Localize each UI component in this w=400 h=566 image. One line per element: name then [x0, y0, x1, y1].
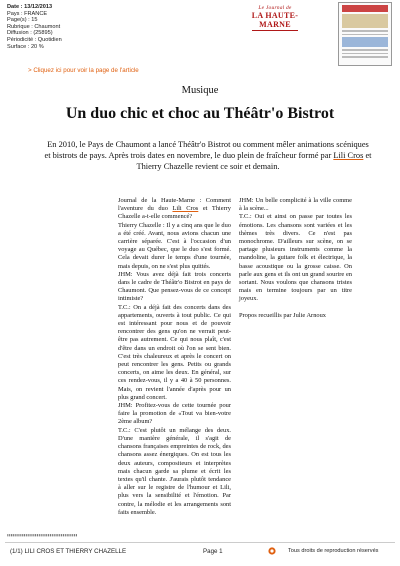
- paragraph: T.C.: C'est plutôt un mélange des deux. D'une manière générale, il s'agit de chansons françaises empreintes de rock, des chansons assez énergiques. On est tous les deux auteurs, compositeurs et interprètes mais chacun garde sa plume et écrit les textes qu'il chante. J'aurais plutôt tendance à aller sur le registre de l'humour et Lili, plus vers la sensibilité et l'émotion. Par contre, la mélodie et les arrangements sont faits ensemble.: [118, 426, 231, 516]
- document-reference-code: ▮▮▮▮▮▮▮▮▮▮▮▮▮▮▮▮▮▮▮▮▮▮▮▮▮▮▮▮▮▮▮▮▮▮▮▮▮▮: [7, 533, 78, 537]
- thumbnail-text-line: [342, 49, 388, 51]
- article-signature: Propos recueillis par Julie Arnoux: [239, 311, 326, 319]
- article-lede: [44, 139, 372, 173]
- paragraph: Thierry Chazelle : Il y a cinq ans que le duo a été créé. Avant, nous avions chacun une carrière séparée. C'est à l'occasion d'un voyage au Québec, que le duo s'est formé. Cela devait durer le temps d'une tournée, mais depuis, on ne s'est plus quittés.: [118, 221, 231, 270]
- paragraph: T.C.: Oui et ainsi on passe par toutes les émotions. Les chansons sont variées et les thèmes très divers. Ce n'est pas monochrome. D'ailleurs sur scène, on se partage plusieurs instruments comme la mandoline, la guitare folk et électrique, la basse acoustique ou la grosse caisse. On parle aux gens et ils ont un grand sourire en sortant. Nous voulons que chansons tristes mais en termine toujours par un titre joyeux.: [239, 213, 352, 303]
- meta-date: Date : 13/12/2013: [7, 4, 53, 10]
- lede-text-start: En 2010, le Pays de Chaumont a lancé Théâtr'o Bistrot ou comment mêler animations scéniques et bistrots de pays. Après trois dates en novembre, le duo plein de fraîcheur formé par: [44, 140, 369, 161]
- thumbnail-text-line: [342, 30, 388, 32]
- article-body: [118, 197, 352, 530]
- footer-divider: [5, 542, 395, 543]
- artist-name: Lili Cros: [172, 205, 199, 213]
- thumbnail-photo: [342, 14, 388, 28]
- page-thumbnail[interactable]: [338, 2, 392, 66]
- paragraph: [118, 197, 231, 222]
- paragraph: T.C.: On a déjà fait des concerts dans des appartements, ouverts à tout public. Ce qui est intéressant pour nous et de pouvoir rencontrer des gens qu'on ne verrait peut-être pas autrement. Ce qui nous plaît, c'est d'être dans un endroit où l'on se sent bien. C'est très chaleureux et après le concert on peut rencontrer les gens. Petits ou grands concerts, on aime les deux. En général, sur ces rendez-vous, il y a 40 à 50 personnes. Mais, on revient l'année d'après pour un plus grand concert.: [118, 303, 231, 401]
- paragraph-text: et Thierry Chazelle a-t-elle commencé?: [118, 205, 231, 221]
- meta-frequency: Périodicité : Quotidien: [7, 36, 62, 43]
- footer-rights: Tous droits de reproduction réservés: [288, 548, 379, 554]
- thumbnail-masthead: [342, 5, 388, 12]
- article-columns: [118, 197, 352, 530]
- meta-section: Rubrique : Chaumont: [7, 23, 61, 30]
- copyright-icon: [268, 547, 276, 555]
- thumbnail-highlight: [342, 37, 388, 47]
- footer-page-number: Page 1: [203, 548, 223, 555]
- lede-artist-name: Lili Cros: [333, 151, 364, 161]
- paragraph-text: Journal de la Haute-Marne : Comment l'aventure du duo: [118, 197, 231, 213]
- view-page-link[interactable]: > Cliquez ici pour voir la page de l'article: [28, 67, 139, 74]
- thumbnail-text-line: [342, 56, 388, 58]
- thumbnail-text-line: [342, 34, 388, 36]
- logo-line-1: Le Journal de: [258, 5, 292, 11]
- paragraph: JHM: Vous avez déjà fait trois concerts dans le cadre de Théâtr'o Bistrot en pays de Chaumont. Que pensez-vous de ce concept intimiste?: [118, 270, 231, 303]
- article-title: Un duo chic et choc au Théâtr'o Bistrot: [65, 105, 335, 122]
- paragraph: JHM: Un belle complicité à la ville comme à la scène...: [239, 197, 352, 213]
- footer-article-ref: (1/1) LILI CROS ET THIERRY CHAZELLE: [10, 548, 127, 555]
- meta-circulation: Diffusion : (25895): [7, 30, 53, 37]
- newspaper-logo: [246, 5, 304, 27]
- thumbnail-text-line: [342, 53, 388, 55]
- logo-rule: [252, 30, 298, 31]
- meta-country: Pays : FRANCE: [7, 10, 48, 17]
- press-metadata: [7, 4, 207, 50]
- page-footer: [0, 548, 400, 560]
- meta-surface: Surface : 20 %: [7, 43, 44, 50]
- logo-line-2: LA HAUTE-MARNE: [251, 11, 299, 29]
- section-heading: Musique: [181, 85, 219, 96]
- paragraph: JHM: Profitez-vous de cette tournée pour faire la promotion de «Tout va bien-votre 2ème album?: [118, 402, 231, 426]
- meta-pages: Page(s) : 15: [7, 17, 38, 24]
- lede-text-end: et Thierry Chazelle revient ce soir et demain.: [136, 151, 372, 172]
